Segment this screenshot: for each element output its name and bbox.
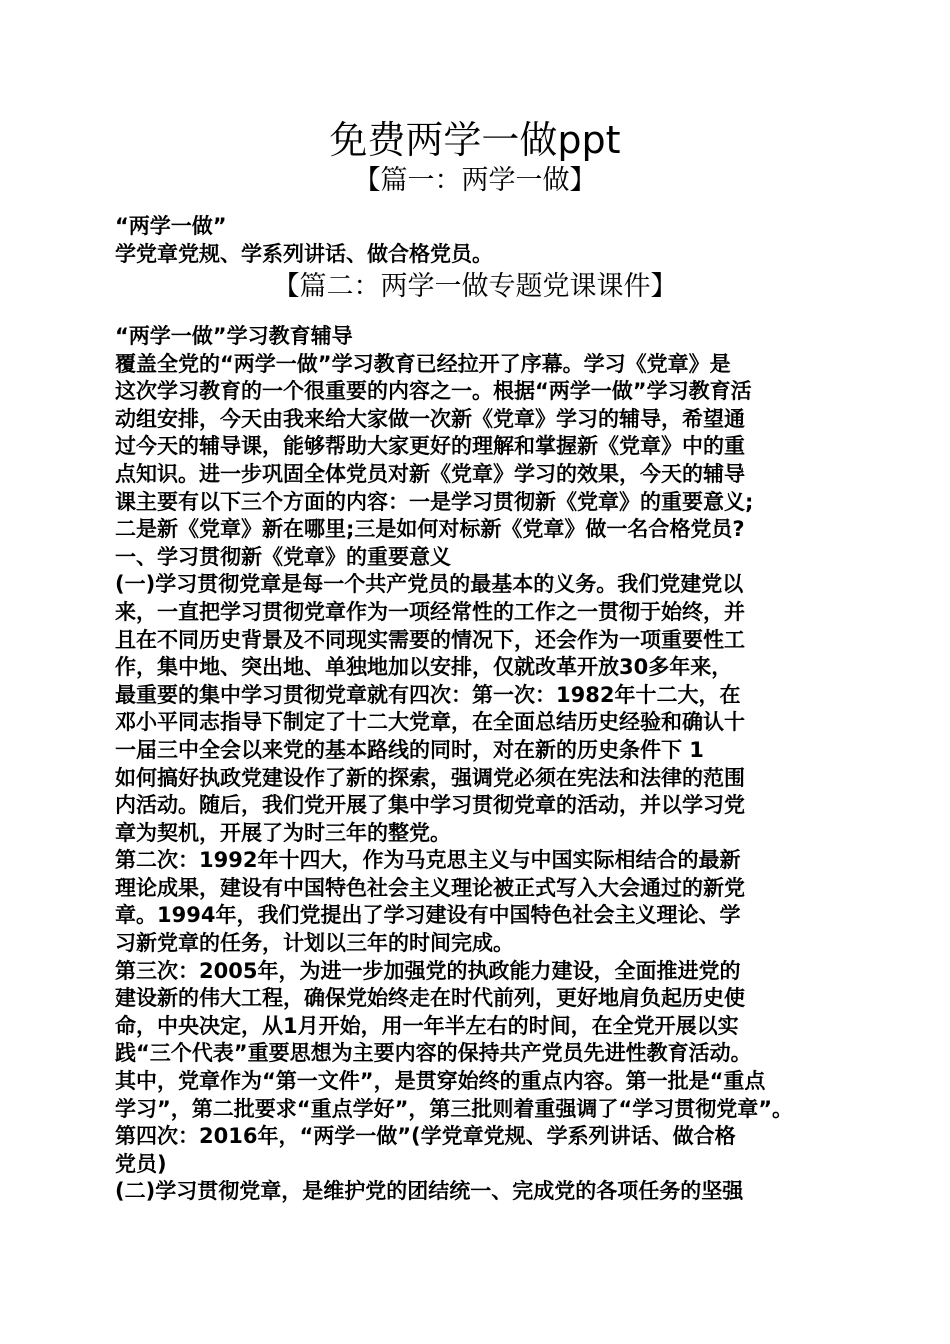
text-line: 作，集中地、突出地、单独地加以安排，仅就改革开放30多年来，	[115, 655, 733, 680]
text-line: “两学一做”学习教育辅导	[115, 324, 353, 348]
text-line: “两学一做”	[115, 214, 227, 238]
text-line: 习新党章的任务，计划以三年的时间完成。	[115, 931, 514, 956]
text-line: 这次学习教育的一个很重要的内容之一。根据“两学一做”学习教育活	[115, 379, 752, 404]
text-line: 建设新的伟大工程，确保党始终走在时代前列，更好地肩负起历史使	[115, 986, 745, 1011]
text-line: 动组安排，今天由我来给大家做一次新《党章》学习的辅导，希望通	[115, 406, 745, 431]
text-line: 学习”，第二批要求“重点学好”，第三批则着重强调了“学习贯彻党章”。	[115, 1096, 794, 1121]
text-line: 第二次：1992年十四大，作为马克思主义与中国实际相结合的最新	[115, 848, 741, 873]
text-line: 过今天的辅导课，能够帮助大家更好的理解和掌握新《党章》中的重	[115, 434, 745, 459]
text-line: 最重要的集中学习贯彻党章就有四次：第一次：1982年十二大，在	[115, 682, 741, 707]
text-line: 第三次：2005年，为进一步加强党的执政能力建设，全面推进党的	[115, 958, 741, 983]
text-line: 章为契机，开展了为时三年的整党。	[115, 820, 451, 845]
text-line: 内活动。随后，我们党开展了集中学习贯彻党章的活动，并以学习党	[115, 793, 745, 818]
text-line: 践“三个代表”重要思想为主要内容的保持共产党员先进性教育活动。	[115, 1041, 752, 1066]
text-line: 一、学习贯彻新《党章》的重要意义	[115, 544, 451, 569]
text-line: 点知识。进一步巩固全体党员对新《党章》学习的效果，今天的辅导	[115, 461, 745, 486]
section-1-heading: 【篇一：两学一做】	[353, 165, 597, 196]
text-line: 一届三中全会以来党的基本路线的同时，对在新的历史条件下 1	[115, 737, 704, 762]
section-2-heading: 【篇二：两学一做专题党课课件】	[272, 271, 678, 302]
text-line: 第四次：2016年，“两学一做”(学党章党规、学系列讲话、做合格	[115, 1124, 736, 1149]
text-line: 且在不同历史背景及不同现实需要的情况下，还会作为一项重要性工	[115, 627, 745, 652]
text-line: 党员)	[115, 1151, 167, 1176]
section-2-body	[115, 323, 845, 1206]
text-line: 命，中央决定，从1月开始，用一年半左右的时间，在全党开展以实	[115, 1013, 739, 1038]
text-line: 二是新《党章》新在哪里;三是如何对标新《党章》做一名合格党员?	[115, 517, 745, 542]
text-line: 理论成果，建设有中国特色社会主义理论被正式写入大会通过的新党	[115, 875, 745, 900]
text-line: 覆盖全党的“两学一做”学习教育已经拉开了序幕。学习《党章》是	[115, 351, 731, 376]
text-line: 邓小平同志指导下制定了十二大党章，在全面总结历史经验和确认十	[115, 710, 745, 735]
document-title: 免费两学一做ppt	[329, 118, 621, 162]
text-line: 章。1994年，我们党提出了学习建设有中国特色社会主义理论、学	[115, 903, 741, 928]
text-line: 课主要有以下三个方面的内容：一是学习贯彻新《党章》的重要意义;	[115, 489, 754, 514]
text-line: 学党章党规、学系列讲话、做合格党员。	[115, 241, 493, 266]
section-1-body	[115, 213, 845, 268]
text-line: (一)学习贯彻党章是每一个共产党员的最基本的义务。我们党建党以	[115, 572, 744, 597]
text-line: 其中，党章作为“第一文件”，是贯穿始终的重点内容。第一批是“重点	[115, 1069, 766, 1094]
text-line: 来，一直把学习贯彻党章作为一项经常性的工作之一贯彻于始终，并	[115, 599, 745, 624]
text-line: 如何搞好执政党建设作了新的探索，强调党必须在宪法和法律的范围	[115, 765, 745, 790]
text-line: (二)学习贯彻党章，是维护党的团结统一、完成党的各项任务的坚强	[115, 1179, 744, 1204]
